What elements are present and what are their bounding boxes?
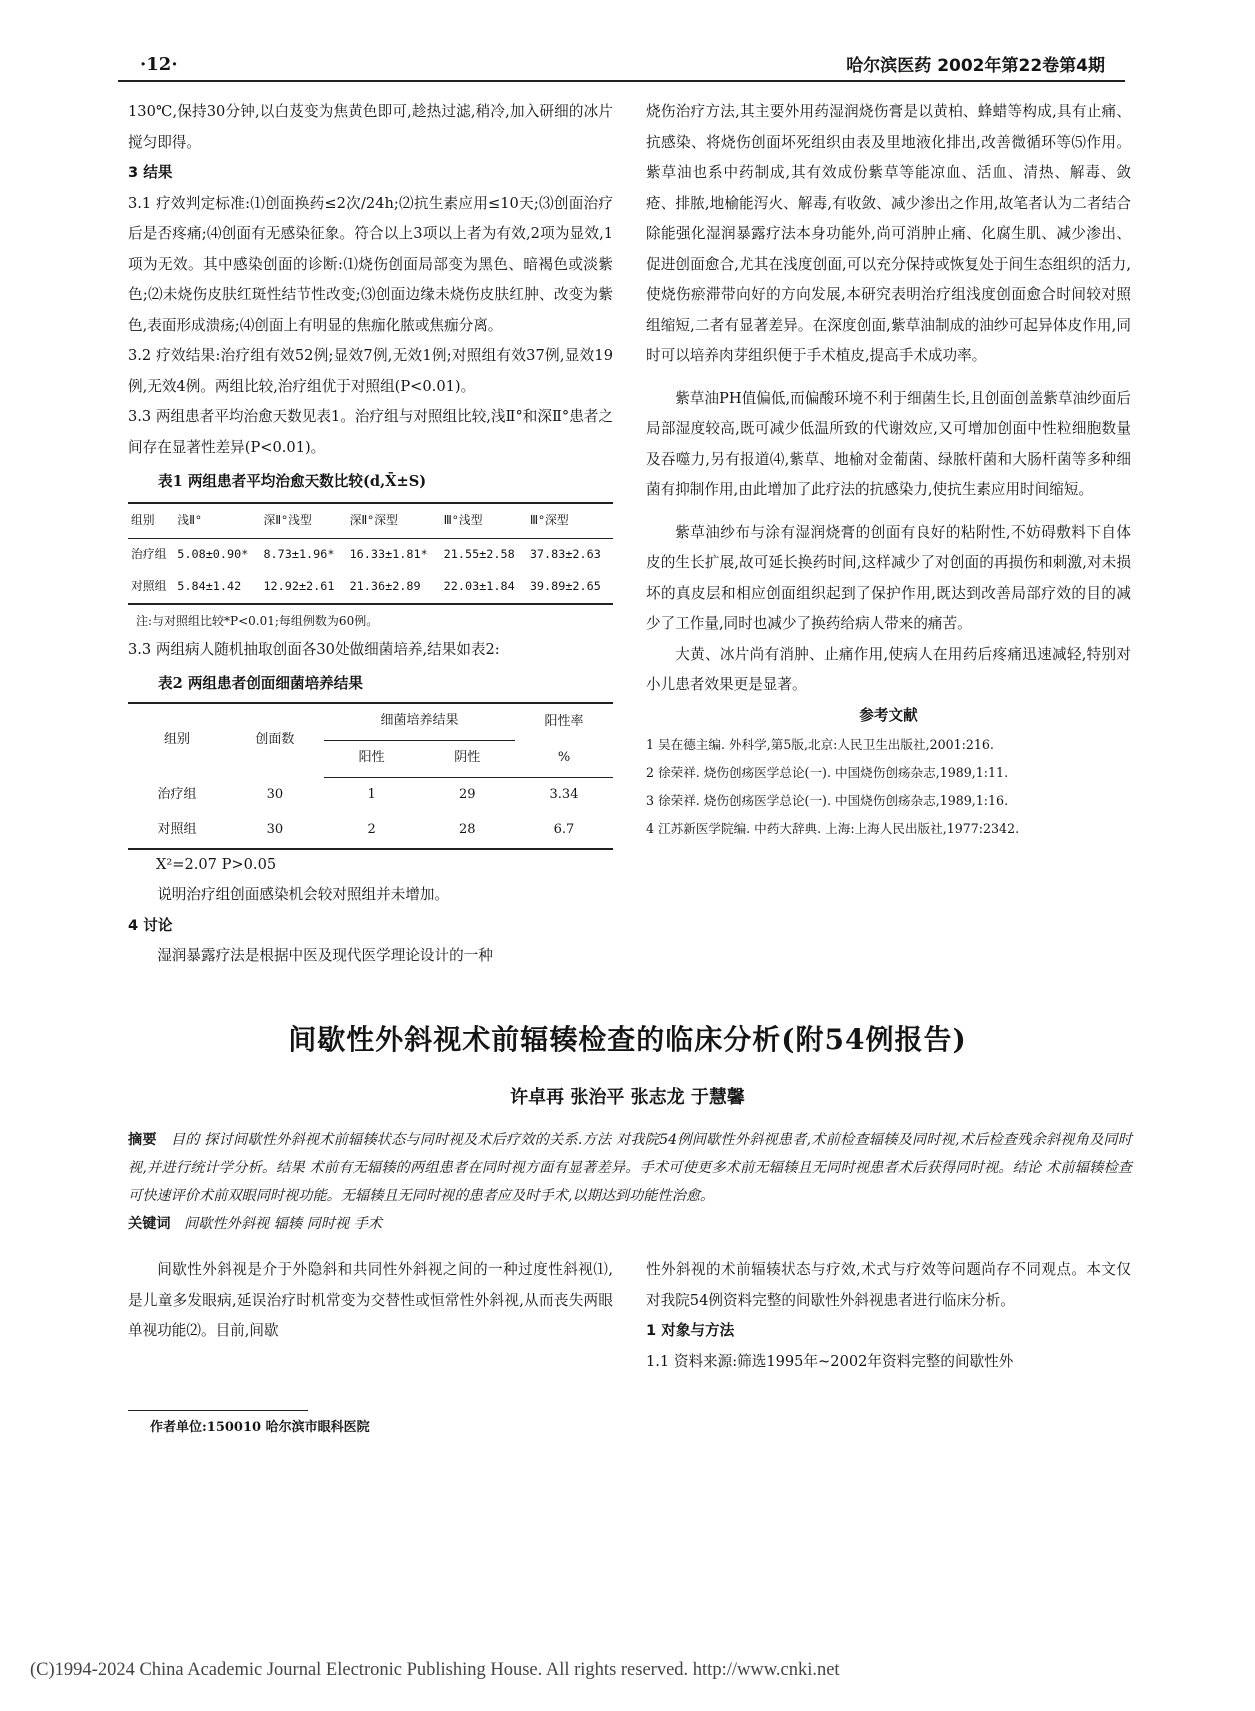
paragraph: 3.1 疗效判定标准:⑴创面换药≤2次/24h;⑵抗生素应用≤10天;⑶创面治疗后是否疼痛;⑷创面有无感染征象。符合以上3项以上者为有效,2项为显效,1项为无效。其中感染创面的诊断:⑴烧伤创面局部变为黑色、暗褐色或淡紫色;⑵未烧伤皮肤红斑性结节性改变;⑶创面边缘未烧伤皮肤红肿、改变为紫色,表面形成溃疡;⑷创面上有明显的焦痂化脓或焦痂分离。 [128,194,613,334]
paragraph: 130℃,保持30分钟,以白芨变为焦黄色即可,趁热过滤,稍冷,加入研细的冰片搅匀即得。 [128,103,613,151]
abstract-label: 摘要 [128,1132,157,1148]
section-heading: 4 讨论 [128,916,173,934]
table-cell: 对照组 [128,571,174,604]
table-row [128,571,613,604]
paragraph: 3.3 两组患者平均治愈天数见表1。治疗组与对照组比较,浅Ⅱ°和深Ⅱ°患者之间存在显著性差异(P<0.01)。 [128,408,613,456]
copyright-notice: (C)1994-2024 China Academic Journal Electronic Publishing House. All rights reserved. http://www.cnki.net [30,1660,840,1680]
table-cell: 28 [419,813,515,849]
table-header: % [515,740,613,777]
reference-item: 3 徐荣祥. 烧伤创疡医学总论(一). 中国烧伤创疡杂志,1989,1:16. [646,793,1009,808]
paragraph: 间歇性外斜视是介于外隐斜和共同性外斜视之间的一种过度性斜视⑴,是儿童多发眼病,延误治疗时机常变为交替性或恒常性外斜视,从而丧失两眼单视功能⑵。目前,间歇 [128,1261,613,1339]
table-header: 阳性率 [515,703,613,741]
table-cell: 21.36±2.89 [347,571,441,604]
table2-caption: 表2 两组患者创面细菌培养结果 [158,675,363,692]
journal-header: 哈尔滨医药 2002年第22卷第4期 [846,56,1105,76]
table-header: Ⅲ°浅型 [441,503,527,539]
article-authors: 许卓再 张治平 张志龙 于慧馨 [510,1087,745,1108]
abstract-text: 目的 探讨间歇性外斜视术前辐辏状态与同时视及术后疗效的关系.方法 对我院54例间歇性外斜视患者,术前检查辐辏及同时视,术后检查残余斜视角及同时视,并进行统计学分析。结果 术前有无辐辏的两组患者在同时视方面有显著差异。手术可使更多术前无辐辏且无同时视患者术后获得同时视。结论 术前辐辏检查可快速评价术前双眼同时视功能。无辐辏且无同时视的患者应及时手术,以期达到功能性治愈。 [128,1132,1132,1204]
footnote-rule [128,1410,308,1411]
abstract [128,1126,1132,1238]
table-header: 浅Ⅱ° [174,503,260,539]
references-heading: 参考文献 [859,706,918,724]
reference-item: 4 江苏新医学院编. 中药大辞典. 上海:上海人民出版社,1977:2342. [646,821,1020,836]
paragraph: 1.1 资料来源:筛选1995年~2002年资料完整的间歇性外 [646,1352,1014,1370]
table-cell: 22.03±1.84 [441,571,527,604]
paragraph: 3.3 两组病人随机抽取创面各30处做细菌培养,结果如表2: [128,640,500,658]
author-affiliation: 作者单位:150010 哈尔滨市眼科医院 [150,1420,370,1435]
paragraph: 性外斜视的术前辐辏状态与疗效,术式与疗效等问题尚存不同观点。本文仅对我院54例资料完整的间歇性外斜视患者进行临床分析。 [646,1261,1131,1309]
article-title: 间歇性外斜视术前辐辏检查的临床分析(附54例报告) [288,1023,967,1056]
reference-item: 2 徐荣祥. 烧伤创疡医学总论(一). 中国烧伤创疡杂志,1989,1:11. [646,765,1009,780]
table1-caption: 表1 两组患者平均治愈天数比较(d,X̄±S) [158,473,427,490]
table-cell: 12.92±2.61 [260,571,346,604]
table-cell: 1 [367,786,376,802]
paragraph: 大黄、冰片尚有消肿、止痛作用,使病人在用药后疼痛迅速减轻,特别对小儿患者效果更是显著。 [646,645,1131,693]
table-cell: 29 [458,786,476,802]
paragraph: 湿润暴露疗法是根据中医及现代医学理论设计的一种 [157,947,493,964]
table-header: 阴性 [419,740,515,777]
left-column [128,97,613,972]
table-cell: 3.34 [549,786,579,802]
left-column-2 [128,1255,613,1347]
table-cell: 30 [266,786,284,802]
right-column-2 [646,1255,1131,1377]
table-header: Ⅲ°深型 [527,503,613,539]
table-row [128,813,613,849]
table-cell: 5.08±0.90* [177,547,249,562]
section-heading: 3 结果 [128,164,173,181]
keywords-label: 关键词 [128,1216,171,1232]
keywords-text: 间歇性外斜视 辐辏 同时视 手术 [184,1216,383,1232]
table2 [128,702,613,850]
page-number: ·12· [140,54,178,75]
table-header: 深Ⅱ°浅型 [260,503,346,539]
table-header: 深Ⅱ°深型 [347,503,441,539]
table-cell: 6.7 [515,813,613,849]
table-cell: 30 [226,813,324,849]
paragraph: 紫草油纱布与涂有湿润烧膏的创面有良好的粘附性,不妨碍敷料下自体皮的生长扩展,故可延长换药时间,这样减少了对创面的再损伤和刺激,对未损坏的真皮层和相应创面组织起到了保护作用,既达到改善局部疗效的目的减少了工作量,同时也减少了换药给病人带来的痛苦。 [646,523,1131,632]
table-row [128,777,613,813]
table1-note: 注:与对照组比较*P<0.01;每组例数为60例。 [136,613,379,628]
statistic: X²=2.07 P>0.05 [156,855,277,873]
table-header: 细菌培养结果 [324,703,515,741]
table-header: 组别 [128,703,226,778]
section-heading: 1 对象与方法 [646,1322,735,1339]
table-cell: 37.83±2.63 [529,547,601,562]
paragraph: 3.2 疗效结果:治疗组有效52例;显效7例,无效1例;对照组有效37例,显效19例,无效4例。两组比较,治疗组优于对照组(P<0.01)。 [128,347,613,395]
header-rule [118,80,1125,82]
paragraph: 说明治疗组创面感染机会较对照组并未增加。 [157,886,450,903]
table-cell: 治疗组 [157,786,197,802]
reference-item: 1 吴在德主编. 外科学,第5版,北京:人民卫生出版社,2001:216. [646,737,994,752]
table-cell: 5.84±1.42 [174,571,260,604]
table-header: 组别 [128,503,174,539]
table-cell: 39.89±2.65 [527,571,613,604]
table-cell: 16.33±1.81* [349,547,428,562]
paragraph: 紫草油PH值偏低,而偏酸环境不利于细菌生长,且创面创盖紫草油纱面后局部湿度较高,既可减少低温所致的代谢效应,又可增加创面中性粒细胞数量及吞噬力,另有报道⑷,紫草、地榆对金葡菌、绿脓杆菌和大肠杆菌等多种细菌有抑制作用,由此增加了此疗法的抗感染力,使抗生素应用时间缩短。 [646,389,1131,498]
table-cell: 2 [324,813,420,849]
table1 [128,502,613,605]
right-column [646,97,1131,843]
paragraph: 烧伤治疗方法,其主要外用药湿润烧伤膏是以黄柏、蜂蜡等构成,具有止痛、抗感染、将烧伤创面坏死组织由表及里地液化排出,改善微循环等⑸作用。紫草油也系中药制成,其有效成份紫草等能凉血、活血、清热、解毒、敛疮、排脓,地榆能泻火、解毒,有收敛、减少渗出之作用,故笔者认为二者结合除能强化湿润暴露疗法本身功能外,尚可消肿止痛、化腐生肌、减少渗出、促进创面愈合,尤其在浅度创面,可以充分保持或恢复处于间生态组织的活力,使烧伤瘀滞带向好的方向发展,本研究表明治疗组浅度创面愈合时间较对照组缩短,二者有显著差异。在深度创面,紫草油制成的油纱可起异体皮作用,同时可以培养肉芽组织便于手术植皮,提高手术成功率。 [646,103,1131,364]
table-cell: 对照组 [128,813,226,849]
table-cell: 8.73±1.96* [263,547,335,562]
table-cell: 治疗组 [131,547,167,562]
table-row [128,538,613,571]
table-header: 阳性 [324,740,420,777]
table-cell: 21.55±2.58 [443,547,515,562]
table-header: 创面数 [226,703,324,778]
